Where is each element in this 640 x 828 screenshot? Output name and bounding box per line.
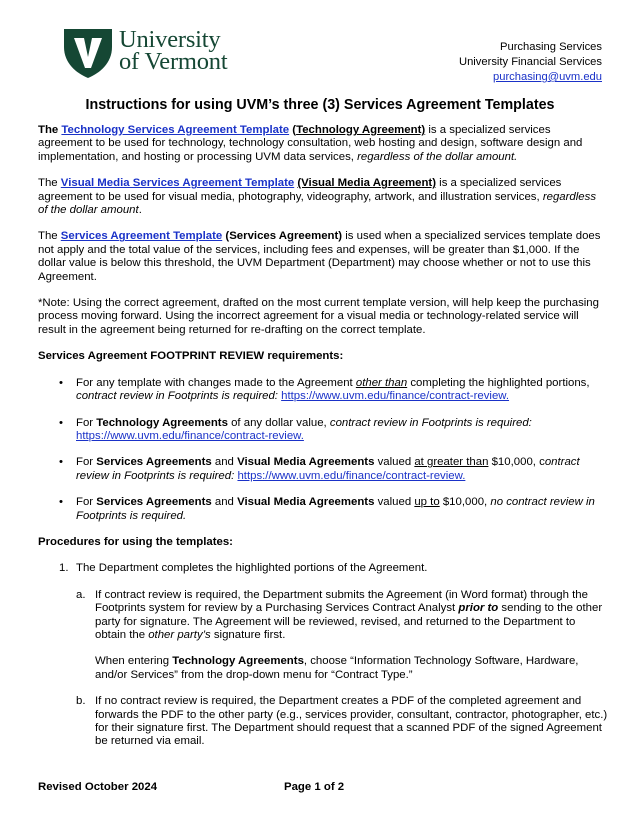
contract-review-link[interactable]: https://www.uvm.edu/finance/contract-review. [281, 390, 510, 403]
review-heading: Services Agreement FOOTPRINT REVIEW requirements: [38, 350, 344, 363]
review-2-bold: Technology Agreements [96, 416, 228, 429]
intro-technology-paragraph [38, 124, 608, 164]
visual-media-template-link[interactable]: Visual Media Services Agreement Template [60, 177, 295, 190]
bullet-icon: • [59, 376, 63, 389]
bullet-icon: • [59, 456, 63, 469]
intro-tech-term: Technology Agreement) [296, 124, 426, 136]
intro-services-body: is used when a specialized services template does not apply and the total value of the services, including fees and expenses, will be greater than $1,000. If the dollar value is below this threshold, the UVM Department (Department) may choose whether or not to use this Agreement. [38, 230, 601, 283]
review-1-text2: completing the highlighted portions, [407, 376, 590, 389]
review-2-italic: contract review in Footprints is required: [329, 416, 532, 429]
review-1-italic: contract review in Footprints is required: [76, 390, 278, 403]
procedure-step-1 [38, 562, 608, 748]
intro-visual-end: . [138, 204, 142, 217]
substep-a-qbold: Technology Agreements [172, 655, 304, 668]
review-3-text4: $10,000, c [488, 456, 545, 469]
intro-visual-lead: The [38, 177, 61, 190]
intro-services-term: (Services Agreement) [225, 230, 343, 243]
intro-visual-body: is a specialized services agreement to be used for visual media, photography, videography, artwork, and illustration services, [38, 177, 562, 203]
step-number: 1. [59, 562, 69, 575]
review-item-4 [38, 496, 608, 523]
review-4-underline: up to [414, 496, 440, 509]
review-3-underline: at greater than [414, 456, 489, 469]
technology-template-link[interactable]: Technology Services Agreement Template [61, 124, 290, 136]
intro-tech-body: is a specialized services agreement to be used for technology, technology consultation, web hosting and design, software design and implementation, and hosting or processing UVM data services, [38, 124, 583, 163]
contract-review-link[interactable]: https://www.uvm.edu/finance/contract-review. [76, 429, 304, 442]
substep-letter: a. [76, 588, 86, 601]
page-number: Page 1 of 2 [284, 781, 345, 793]
substep-a-t1: If contract review is required, the Department submits the Agreement (in Word format) through the Footprints system for review by a Purchasing Services Contract Analyst [95, 588, 588, 615]
bullet-icon: • [59, 416, 63, 429]
contact-block [459, 40, 602, 85]
review-4-italic: no contract review in Footprints is required. [76, 496, 595, 522]
review-3-text2: and [211, 456, 238, 469]
services-template-link[interactable]: Services Agreement Template [60, 230, 223, 243]
review-item-3 [38, 456, 608, 483]
intro-services-lead: The [38, 230, 61, 243]
review-4-text2: and [211, 496, 238, 509]
contact-department: Purchasing Services [500, 41, 602, 53]
procedures-list [38, 562, 608, 748]
review-3-text: For [76, 456, 97, 469]
contract-review-link[interactable]: https://www.uvm.edu/finance/contract-review. [237, 469, 466, 482]
review-2-text: For [76, 416, 97, 429]
step-1-text: The Department completes the highlighted portions of the Agreement. [76, 562, 428, 575]
review-4-text3: valued [374, 496, 415, 509]
logo-line1: University [119, 26, 221, 53]
substep-a-emph: prior to [458, 602, 499, 615]
uvm-shield-icon [62, 27, 114, 79]
substep-a-italic: other party’s [148, 628, 211, 641]
review-item-1 [38, 377, 608, 404]
contact-division: University Financial Services [459, 56, 602, 68]
step-1-substeps [76, 589, 608, 749]
logo-wordmark [119, 26, 228, 75]
intro-visual-italic: regardless of the dollar amount [38, 190, 597, 217]
intro-tech-italic: regardless of the dollar amount. [357, 150, 518, 163]
intro-tech-lead: The [38, 124, 62, 136]
contact-email-link[interactable]: purchasing@uvm.edu [493, 71, 602, 83]
substep-a-q2: , choose “Information Technology Software, Hardware, and/or Services” from the drop-down menu for “Contract Type.” [95, 655, 579, 681]
review-2-text2: of any dollar value, [227, 416, 330, 429]
intro-services-paragraph [38, 230, 608, 284]
page-title: Instructions for using UVM’s three (3) Services Agreement Templates [85, 97, 555, 113]
main-content [38, 124, 608, 762]
review-3-bold2: Visual Media Agreements [237, 456, 375, 469]
substep-a-text [95, 589, 608, 643]
intro-tech-paren: ( [289, 124, 297, 136]
substep-a-contract-type-note [95, 655, 608, 682]
review-1-text: For any template with changes made to the Agreement [76, 376, 356, 389]
review-4-bold1: Services Agreements [96, 496, 212, 509]
substep-a-t2: sending to the other party for signature. The Agreement will be reviewed, revised, and returned to the Department to obtain the [95, 602, 603, 641]
procedures-heading: Procedures for using the templates: [38, 535, 233, 548]
note-paragraph: *Note: Using the correct agreement, drafted on the most current template version, will help keep the purchasing process moving forward. Using the incorrect agreement for a visual media or technology-related service will result in the agreement being returned for re-drafting on the correct template. [38, 297, 599, 336]
substep-a-t3: signature first. [210, 628, 286, 641]
review-3-bold1: Services Agreements [96, 456, 212, 469]
review-4-text4: $10,000, [439, 496, 491, 509]
review-3-text3: valued [374, 456, 415, 469]
review-3-italic: ontract review in Footprints is required: [76, 456, 580, 482]
revised-date: Revised October 2024 [38, 781, 158, 793]
logo-line2: of Vermont [119, 48, 228, 75]
review-1-emph: other than [355, 376, 408, 389]
substep-b-text: If no contract review is required, the Department creates a PDF of the completed agreement and forwards the PDF to the other party (e.g., services provider, consultant, contractor, photographer, etc.) for their signature first. The Department should request that a scanned PDF of the signed Agreement be returned via email. [95, 695, 608, 748]
substep-a [76, 589, 608, 682]
uvm-logo[interactable] [62, 27, 232, 79]
substep-b [76, 695, 608, 749]
substep-letter: b. [76, 695, 86, 708]
review-4-text: For [76, 496, 97, 509]
review-list [38, 377, 608, 523]
bullet-icon: • [59, 496, 63, 509]
review-item-2 [38, 417, 608, 444]
intro-visual-term: (Visual Media Agreement) [297, 177, 436, 190]
substep-a-q1: When entering [95, 655, 173, 668]
intro-visual-paragraph [38, 177, 608, 217]
review-4-bold2: Visual Media Agreements [237, 496, 375, 509]
